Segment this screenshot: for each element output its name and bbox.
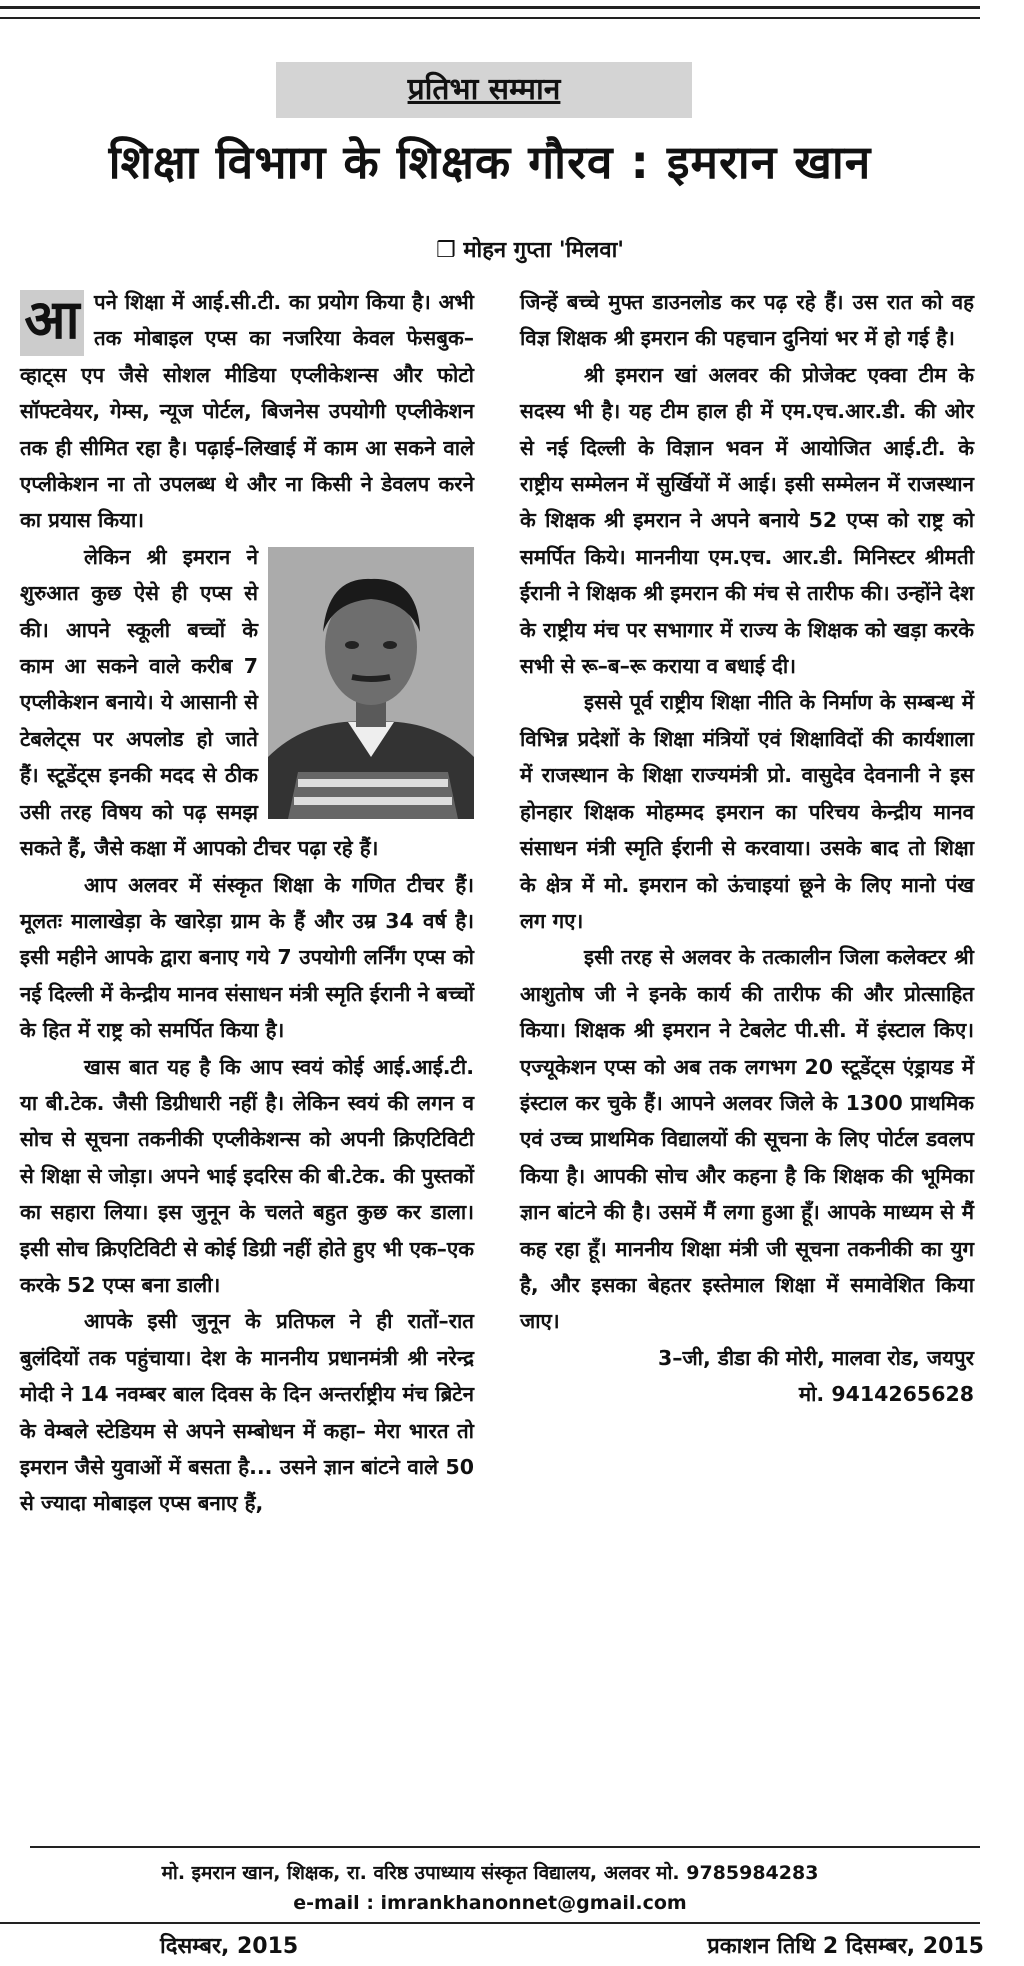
left-paragraph-3: आप अलवर में संस्कृत शिक्षा के गणित टीचर हैं। मूलतः मालाखेड़ा के खारेड़ा ग्राम के हैं और उम्र 34 वर्ष है। इसी महीने आपके द्वारा बनाए गये 7 उपयोगी लर्निंग एप्स को नई दिल्ली में केन्द्रीय मानव संसाधन मंत्री स्मृति ईरानी ने बच्चों के हित में राष्ट्र को समर्पित किया है। (20, 872, 474, 1043)
left-paragraph-2: लेकिन श्री इमरान ने शुरुआत कुछ ऐसे ही एप्स से की। आपने स्कूली बच्चों के काम आ सकने वाले करीब 7 एप्लीकेशन बनाये। ये आसानी से टेबलेट्स पर अपलोड हो जाते हैं। स्टूडेंट्स इनकी मदद से ठीक उसी तरह विषय को पढ़ समझ सकते हैं, जैसे कक्षा में आपको टीचर पढ़ा रहे हैं। (20, 544, 379, 861)
right-paragraph-3: इससे पूर्व राष्ट्रीय शिक्षा नीति के निर्माण के सम्बन्ध में विभिन्न प्रदेशों के शिक्षा मंत्रियों एवं शिक्षाविदों की कार्यशाला में राजस्थान के शिक्षा राज्यमंत्री प्रो. वासुदेव देवनानी ने इस होनहार शिक्षक मोहम्मद इमरान का परिचय केन्द्रीय मानव संसाधन मंत्री स्मृति ईरानी से करवाया। उसके बाद तो शिक्षा के क्षेत्र में मो. इमरान को ऊंचाइयां छूने के लिए मानो पंख लग गए। (520, 690, 974, 933)
left-column (20, 284, 474, 1522)
publication-date: प्रकाशन तिथि 2 दिसम्बर, 2015 (707, 1934, 984, 1959)
author-address: 3–जी, डीडा की मोरी, मालवा रोड, जयपुर (657, 1345, 974, 1370)
author-mobile: मो. 9414265628 (798, 1382, 974, 1407)
bottom-rule (0, 1922, 980, 1924)
left-paragraph-1: पने शिक्षा में आई.सी.टी. का प्रयोग किया है। अभी तक मोबाइल एप्स का नजरिया केवल फेसबुक–व्हाट्स एप जैसे सोशल मीडिया एप्लीकेशन्स और फोटो सॉफ्टवेयर, गेम्स, न्यूज पोर्टल, बिजनेस उपयोगी एप्लीकेशन तक ही सीमित रहा है। पढ़ाई–लिखाई में काम आ सकने वाले एप्लीकेशन ना तो उपलब्ध थे और ना किसी ने डेवलप करने का प्रयास किया। (20, 290, 474, 533)
footer-info (40, 1858, 940, 1918)
right-paragraph-4: इसी तरह से अलवर के तत्कालीन जिला कलेक्टर श्री आशुतोष जी ने इनके कार्य की तारीफ की और प्रोत्साहित किया। शिक्षक श्री इमरान ने टेबलेट पी.सी. में इंस्टाल किए। एज्यूकेशन एप्स को अब तक लगभग 20 स्टूडेंट्स एंड्रायड में इंस्टाल कर चुके हैं। आपने अलवर जिले के 1300 प्राथमिक एवं उच्च प्राथमिक विद्यालयों की सूचना के लिए पोर्टल डवलप किया है। आपकी सोच और कहना है कि शिक्षक की भूमिका ज्ञान बांटने की है। उसमें मैं लगा हुआ हूँ। आपके माध्यम से मैं कह रहा हूँ। माननीय शिक्षा मंत्री जी सूचना तकनीकी का युग है, और इसका बेहतर इस्तेमाल शिक्षा में समावेशित किया जाए। (520, 945, 974, 1334)
dropcap: आ (20, 290, 84, 356)
right-paragraph-2: श्री इमरान खां अलवर की प्रोजेक्ट एक्वा टीम के सदस्य भी है। यह टीम हाल ही में एम.एच.आर.डी. की ओर से नई दिल्ली के विज्ञान भवन में आयोजित आई.टी. के राष्ट्रीय सम्मेलन में सुर्खियों में आई। इसी सम्मेलन में राजस्थान के शिक्षक श्री इमरान ने अपने बनाये 52 एप्स को राष्ट्र को समर्पित किये। माननीया एम.एच. आर.डी. मिनिस्टर श्रीमती ईरानी ने शिक्षक श्री इमरान की मंच से तारीफ की। उन्होंने देश के राष्ट्रीय मंच पर सभागार में राज्य के शिक्षक को खड़ा करके सभी से रू–ब–रू कराया व बधाई दी। (520, 362, 974, 679)
footer-rule (30, 1846, 980, 1848)
right-column (520, 284, 974, 1413)
contact-line: मो. इमरान खान, शिक्षक, रा. वरिष्ठ उपाध्याय संस्कृत विद्यालय, अलवर मो. 9785984283 (161, 1862, 819, 1884)
headline: शिक्षा विभाग के शिक्षक गौरव : इमरान खान (108, 135, 872, 189)
left-paragraph-5: आपके इसी जुनून के प्रतिफल ने ही रातों–रात बुलंदियों तक पहुंचाया। देश के माननीय प्रधानमंत्री श्री नरेन्द्र मोदी ने 14 नवम्बर बाल दिवस के दिन अन्तर्राष्ट्रीय मंच ब्रिटेन के वेम्बले स्टेडियम से अपने सम्बोधन में कहा– मेरा भारत तो इमरान जैसे युवाओं में बसता है... उसने ज्ञान बांटने वाले 50 से ज्यादा मोबाइल एप्स बनाए हैं, (20, 1309, 474, 1516)
email-line: e-mail : imrankhanonnet@gmail.com (293, 1892, 687, 1914)
portrait-photo-icon (268, 547, 474, 819)
left-paragraph-4: खास बात यह है कि आप स्वयं कोई आई.आई.टी. या बी.टेक. जैसी डिग्रीधारी नहीं है। लेकिन स्वयं की लगन व सोच से सूचना तकनीकी एप्लीकेशन्स को अपनी क्रिएटिविटी से शिक्षा से जोड़ा। अपने भाई इदरिस की बी.टेक. की पुस्तकों का सहारा लिया। इस जुनून के चलते बहुत कुछ कर डाला। इसी सोच क्रिएटिविटी से कोई डिग्री नहीं होते हुए भी एक–एक करके 52 एप्स बना डाली। (20, 1054, 474, 1297)
top-rule (0, 6, 980, 9)
portrait-photo (268, 547, 474, 819)
right-paragraph-1: जिन्हें बच्चे मुफ्त डाउनलोड कर पढ़ रहे हैं। उस रात को वह विज्ञ शिक्षक श्री इमरान की पहचान दुनियां भर में हो गई है। (520, 290, 974, 351)
byline: ❒ मोहन गुप्ता 'मिलवा' (435, 238, 625, 263)
issue-date: दिसम्बर, 2015 (160, 1934, 299, 1959)
section-label: प्रतिभा सम्मान (276, 62, 692, 118)
top-rule-thin (0, 17, 980, 19)
